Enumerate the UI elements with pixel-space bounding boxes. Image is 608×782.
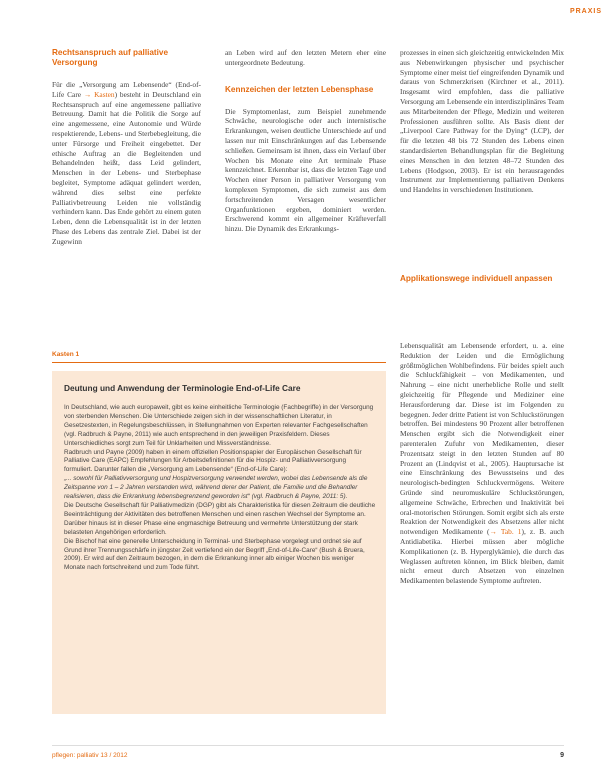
table-reference-link[interactable]: Tab. 1 — [500, 527, 522, 537]
box-title: Deutung und Anwendung der Terminologie End-of-Life Care — [64, 383, 301, 393]
footer-divider — [52, 745, 564, 746]
box-paragraph-4: Die Deutsche Gesellschaft für Palliativmedizin (DGP) gibt als Charakteristika für diesen Zeitraum die deutliche Beeinträchtigung der Aktivitäten des betroffenen Menschen und einen raschen Wechsel der Symptome an. Darüber hinaus ist in dieser Phase eine engmaschige Betreuung und vermehrte Unterstützung der stark belasteten Angehörigen erforderlich. — [64, 501, 376, 536]
text-span: ) besteht in Deutschland ein Rechtsanspruch auf eine angemessene palliative Betreuung. Damit hat die Politik die Sorge auf eine angemessene, eine Autonomie und Würde respektierende, Lebens- und Sterbebegleitung, die unter Fürsorge und Freiheit eingebettet. Der ethische Auftrag an die Begleitenden und Behandelnden heißt, dass Leid gelindert, Menschen in der Lebens- und Sterbephase begleitet, Symptome adäquat gelindert werden, während dies selbst eine perfekte Palliativbetreuung Leiden nie vollständig verhindern kann. Das Ende gehört zu einem guten Leben, denn die Lebensqualität ist in der letzten Phase des Lebens das zentrale Ziel. Dabei ist der Zugewinn — [52, 89, 201, 246]
heading-applikationswege: Applikationswege individuell anpassen — [400, 274, 553, 283]
paragraph-rechtsanspruch — [52, 80, 201, 247]
paragraph-applikationswege — [400, 341, 564, 586]
paragraph-kennzeichen: Die Symptomenlast, zum Beispiel zunehmende Schwäche, neurologische oder auch internistische Erkrankungen, weisen deutliche Unterschiede auf und lassen nur mit Einschränkungen auf das Lebensende schließen. Gemeinsam ist ihnen, dass ein Verlauf über Wochen bis Monate eine Art terminale Phase kennzeichnet. Erkennbar ist, dass die letzten Tage und Wochen einer Person in palliativer Versorgung von komplexen Symptomen, die sich zumeist aus dem fortschreitenden Versagen wesentlicher Organfunktionen ergeben, dominiert werden. Erschwerend kommt ein allgemeiner Kräfteverfall hinzu. Die Dynamik des Erkrankungs- — [225, 106, 386, 234]
column-3-continued — [400, 341, 564, 739]
box-paragraph-1: In Deutschland, wie auch europaweit, gibt es keine einheitliche Terminologie (Fachbegriffe) in der Versorgung von sterbenden Menschen. Die Unterschiede zeigen sich in der wissenschaftlichen Literatur, in Gesetzestexten, in Regelungsbeschlüssen, in Stellungnahmen von Experten relevanter Fachgesellschaften (vgl. Radbruch & Payne, 2011) wie auch entsprechend in den jeweiligen Praxisfeldern. Dieses Unterschiedliches sorgt zum Teil für Unklarheiten und Missverständnisse. — [64, 404, 374, 447]
box-quote — [64, 475, 376, 502]
box-paragraph-5: Die Bischof hat eine generelle Unterscheidung in Terminal- und Sterbephase vorgelegt und ordnet sie auf Grund ihrer Trennungsschärfe in jüngster Zeit vertiefend ein der Begriff „End-of-Life-Care“ (Bush & Bruera, 2009). Er wird auf den Zeitraum bezogen, in dem die Erkrankung inner alb einiger Wochen bis weniger Monate nach fortschreitend und zum Tode führt. — [64, 537, 365, 572]
section-tag: PRAXIS — [569, 8, 602, 15]
info-box — [52, 371, 386, 714]
box-label: Kasten 1 — [52, 351, 80, 358]
journal-name: pflegen: palliativ 13 / 2012 — [52, 752, 128, 759]
text-span: ), z. B. auch Antidiabetika. Hierbei müssen aber mögliche Komplikationen (z. B. Hyperglykämie), die durch das Weglassen auftreten können, im Blick bleiben, damit nicht erneut durch Absetzen von einzelnen Medikamenten belastende Symptome auftreten. — [400, 527, 564, 586]
box-divider — [52, 362, 386, 363]
paragraph-continued: an Leben wird auf den letzten Metern eher eine untergeordnete Bedeutung. — [225, 48, 386, 67]
box-quote-text: „... sowohl für Palliativversorgung und Hospizversorgung verwendet werden, wobei das Lebensende als die Zeitspanne von 1 – 2 Jahren verstanden wird, während derer der Patient, die Familie und die Behandler realisieren, dass die Erkrankung lebensbegrenzend geworden ist“ (vgl. Radbruch & Payne, 2011: 5). — [64, 475, 368, 501]
column-2 — [225, 48, 386, 234]
arrow-icon: → — [489, 527, 497, 537]
page-number: 9 — [560, 752, 564, 759]
box-paragraph-2: Radbruch und Payne (2009) haben in einem offiziellen Positionspapier der Europäischen Gesellschaft für Palliative Care (EAPC) Empfehlungen für Arbeitsdefinitionen für die Hospiz- und Palliativversorgung formuliert. Darunter fallen die „Versorgung am Lebensende“ (End-of-Life Care): — [64, 448, 362, 474]
column-1 — [52, 48, 201, 247]
arrow-icon: → — [83, 89, 92, 99]
text-span: Lebensqualität am Lebensende erfordert, u. a. eine Reduktion der Leiden und die Ermöglichung größtmöglichen Wohlbefindens. Für beides spielt auch die Schluckfähigkeit – von Medikamenten, und Nahrung – eine nicht unerhebliche Rolle und stellt gleichzeitig für Pflegende und Mediziner eine Herausforderung dar. Diese ist im Folgenden zu begegnen. Jeder dritte Patient ist von Schluckstörungen betroffen. Bei mindestens 90 Prozent aller betroffenen Menschen ergibt sich die Notwendigkeit einer parenteralen Zufuhr von Medikamenten, dieser Prozentsatz steigt in den letzten Stunden auf 80 Prozent an (Lindqvist et al., 2005). Hauptursache ist eine Einschränkung des Bewusstseins und des neurologisch-bedingten Schluckvermögens. Weitere Gründe sind neuromuskuläre Schluckstörungen, allgemeine Schwäche, Erbrechen und Inaktivität bei oral-motorischen Störungen. Somit ergibt sich als erste Reaktion der Notwendigkeit des Absetzens aller nicht notwendigen Medikamente ( — [400, 341, 564, 537]
column-3 — [400, 48, 564, 338]
heading-kennzeichen: Kennzeichen der letzten Lebensphase — [225, 84, 374, 94]
text-span: Für die „Versorgung am Lebensende“ (End-of-Life Care — [52, 80, 201, 99]
heading-rechtsanspruch: Rechtsanspruch auf palliative Versorgung — [52, 48, 169, 67]
paragraph-prozess: prozesses in einen sich gleichzeitig entwickelnden Mix aus Nebenwirkungen physischer und psychischer Symptome einer meist tief eingreifenden Dynamik und daraus von Schmerzkrisen (Kirchner et al., 2011). Insgesamt wird empfohlen, dass die palliative Versorgung am Lebensende ein interdisziplinäres Team aus Mitarbeitenden der Pflege, Medizin und weiteren Professionen ausführen sollte. Als Basis dient der „Liverpool Care Pathway for the Dying“ (LCP), der für die letzten 48 bis 72 Stunden des Lebens einen standardisierten Behandlungsplan für die Begleitung eines Menschen in den letzten 48–72 Stunden des Lebens (Hodgson, 2003). Er ist ein herausragendes Instrument zur Implementierung palliativen Denkens und Handelns in verschiedenen Institutionen. — [400, 48, 564, 195]
kasten-reference-link[interactable]: Kasten — [94, 89, 115, 99]
